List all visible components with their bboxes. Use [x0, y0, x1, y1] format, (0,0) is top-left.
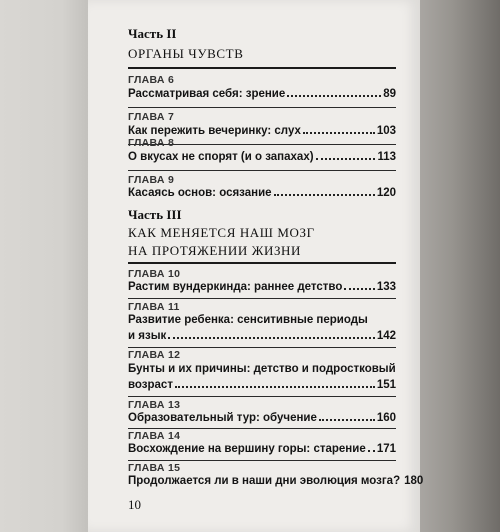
part-2-title: ОРГАНЫ ЧУВСТВ — [128, 46, 244, 61]
leader-dots — [344, 288, 374, 290]
chapter-9-title: Касаясь основ: осязание — [128, 187, 272, 199]
divider — [128, 107, 396, 108]
chapter-14-page: 171 — [376, 443, 396, 455]
chapter-6-page: 89 — [383, 88, 396, 100]
part-3-rule — [128, 262, 396, 264]
divider — [128, 170, 396, 171]
leader-dots — [368, 450, 375, 452]
chapter-15-label: ГЛАВА 15 — [128, 462, 181, 474]
part-2-label: Часть II — [128, 26, 177, 41]
chapter-7-title: Как пережить вечеринку: слух — [128, 125, 301, 137]
chapter-12-title-line2: возраст — [128, 379, 173, 391]
part-2-rule — [128, 67, 396, 69]
chapter-13-entry[interactable] — [128, 412, 396, 424]
chapter-8-entry[interactable] — [128, 151, 396, 163]
chapter-14-entry[interactable] — [128, 443, 396, 455]
chapter-7-page: 103 — [376, 125, 396, 137]
chapter-13-title: Образовательный тур: обучение — [128, 412, 317, 424]
chapter-12-label: ГЛАВА 12 — [128, 349, 181, 361]
divider — [128, 460, 396, 461]
page-number: 10 — [128, 497, 141, 512]
chapter-9-entry[interactable] — [128, 187, 396, 199]
chapter-11-entry[interactable] — [128, 330, 396, 342]
chapter-11-title: Развитие ребенка: сенситивные периоды — [128, 314, 368, 326]
chapter-6-entry[interactable] — [128, 88, 396, 100]
divider — [128, 298, 396, 299]
chapter-13-page: 160 — [376, 412, 396, 424]
chapter-10-entry[interactable] — [128, 281, 396, 293]
divider — [128, 347, 396, 348]
chapter-11-label: ГЛАВА 11 — [128, 301, 180, 313]
divider — [128, 428, 396, 429]
leader-dots — [274, 194, 375, 196]
chapter-15-page: 180 — [404, 475, 424, 487]
right-page-edge — [420, 0, 500, 532]
chapter-10-page: 133 — [376, 281, 396, 293]
chapter-12-entry[interactable] — [128, 379, 396, 391]
chapter-8-page: 113 — [377, 151, 396, 163]
chapter-15-title: Продолжается ли в наши дни эволюция мозга? — [128, 475, 401, 487]
chapter-14-label: ГЛАВА 14 — [128, 430, 181, 442]
left-page-edge — [0, 0, 88, 532]
leader-dots — [168, 337, 375, 339]
chapter-11-page: 142 — [376, 330, 396, 342]
leader-dots — [316, 158, 376, 160]
chapter-9-label: ГЛАВА 9 — [128, 174, 175, 186]
chapter-8-label: ГЛАВА 8 — [128, 137, 175, 149]
chapter-14-title: Восхождение на вершину горы: старение — [128, 443, 366, 455]
chapter-10-label: ГЛАВА 10 — [128, 268, 181, 280]
leader-dots — [319, 419, 375, 421]
leader-dots — [303, 132, 375, 134]
chapter-7-label: ГЛАВА 7 — [128, 111, 175, 123]
chapter-6-label: ГЛАВА 6 — [128, 74, 175, 86]
chapter-11-title-line2: и язык — [128, 330, 167, 342]
chapter-9-page: 120 — [376, 187, 396, 199]
part-3-label: Часть III — [128, 207, 182, 222]
chapter-7-entry[interactable] — [128, 125, 396, 137]
divider — [128, 396, 396, 397]
chapter-6-title: Рассматривая себя: зрение — [128, 88, 286, 100]
chapter-13-label: ГЛАВА 13 — [128, 399, 181, 411]
part-3-title-line1: КАК МЕНЯЕТСЯ НАШ МОЗГ — [128, 225, 315, 240]
chapter-8-title: О вкусах не спорят (и о запахах) — [128, 151, 314, 163]
chapter-15-entry[interactable] — [128, 475, 424, 487]
leader-dots — [287, 95, 381, 97]
chapter-12-page: 151 — [376, 379, 396, 391]
chapter-10-title: Растим вундеркинда: раннее детство — [128, 281, 343, 293]
part-3-title-line2: НА ПРОТЯЖЕНИИ ЖИЗНИ — [128, 243, 302, 258]
chapter-12-title: Бунты и их причины: детство и подростковый — [128, 363, 396, 375]
leader-dots — [175, 386, 375, 388]
